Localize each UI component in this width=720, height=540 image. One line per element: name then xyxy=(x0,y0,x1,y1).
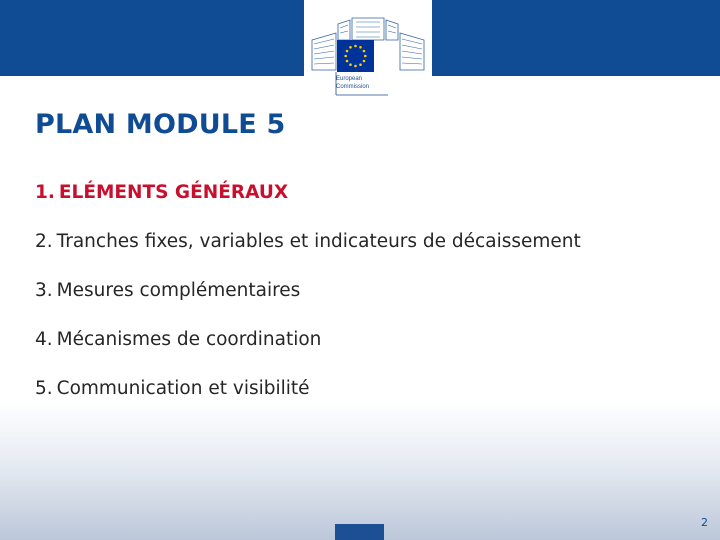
agenda-list xyxy=(35,180,581,425)
european-commission-logo xyxy=(304,0,432,98)
agenda-item-text: Mesures complémentaires xyxy=(56,280,301,301)
agenda-item-1 xyxy=(35,180,581,229)
agenda-item-2 xyxy=(35,229,581,278)
agenda-item-number: 2. xyxy=(35,231,53,252)
agenda-item-number: 4. xyxy=(35,329,53,350)
footer-flag-bar xyxy=(335,524,384,540)
agenda-item-3 xyxy=(35,278,581,327)
agenda-item-text: Mécanismes de coordination xyxy=(56,329,322,350)
agenda-item-text: ELÉMENTS GÉNÉRAUX xyxy=(58,182,289,203)
agenda-item-number: 1. xyxy=(35,182,55,203)
agenda-item-text: Communication et visibilité xyxy=(56,378,310,399)
agenda-item-number: 5. xyxy=(35,378,53,399)
logo-text-line1: European xyxy=(336,76,363,82)
logo-caption xyxy=(336,75,416,91)
logo-text-line2: Commission xyxy=(336,84,370,90)
agenda-item-5 xyxy=(35,376,581,425)
agenda-item-4 xyxy=(35,327,581,376)
agenda-item-text: Tranches fixes, variables et indicateurs de décaissement xyxy=(56,231,581,252)
agenda-item-number: 3. xyxy=(35,280,53,301)
slide-title: PLAN MODULE 5 xyxy=(35,109,286,140)
page-number: 2 xyxy=(701,516,708,529)
